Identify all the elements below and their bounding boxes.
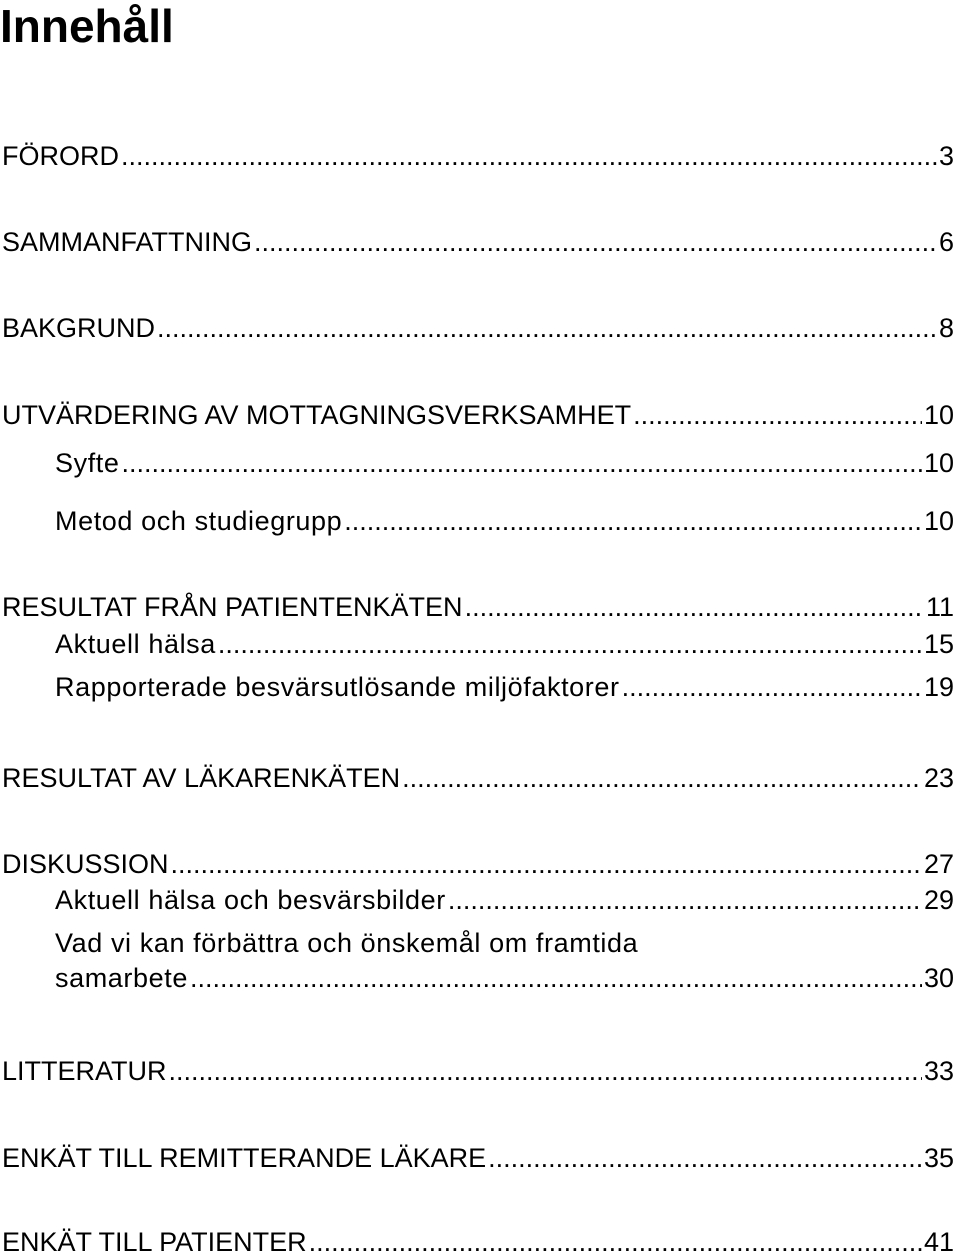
toc-entry-label: Aktuell hälsa och besvärsbilder	[55, 885, 446, 915]
toc-entry-rapporterade[interactable]	[55, 670, 954, 704]
toc-entry-aktuell-halsa[interactable]	[55, 627, 954, 661]
toc-page-number: 11	[925, 592, 954, 622]
toc-entry-samarbete[interactable]	[55, 961, 954, 995]
toc-page-number: 10	[923, 400, 954, 430]
toc-entry-label: Syfte	[55, 448, 120, 478]
dot-leader	[121, 139, 937, 173]
toc-entry-label: ENKÄT TILL REMITTERANDE LÄKARE	[2, 1143, 487, 1173]
toc-page-number: 41	[923, 1227, 954, 1257]
dot-leader	[309, 1225, 922, 1259]
dot-leader	[344, 504, 922, 538]
toc-entry-enkat-lakare[interactable]	[2, 1141, 954, 1175]
toc-page-number: 3	[938, 141, 954, 171]
dot-leader	[622, 670, 922, 704]
dot-leader	[448, 883, 922, 917]
toc-entry-label: DISKUSSION	[2, 849, 169, 879]
toc-entry-label: BAKGRUND	[2, 313, 156, 343]
toc-page-number: 10	[923, 448, 954, 478]
dot-leader	[254, 225, 937, 259]
toc-entry-label: Rapporterade besvärsutlösande miljöfaktorer	[55, 672, 620, 702]
toc-entry-aktuell-halsa-besvarsbilder[interactable]	[55, 883, 954, 917]
toc-entry-diskussion[interactable]	[2, 847, 954, 881]
dot-leader	[218, 627, 922, 661]
toc-entry-label: LITTERATUR	[2, 1056, 167, 1086]
page-title: Innehåll	[0, 0, 174, 52]
toc-page-number: 29	[923, 885, 954, 915]
toc-entry-label: RESULTAT AV LÄKARENKÄTEN	[2, 763, 401, 793]
toc-entry-label: Aktuell hälsa	[55, 629, 216, 659]
dot-leader	[122, 446, 922, 480]
toc-entry-label: FÖRORD	[2, 141, 119, 171]
toc-entry-resultat-lakarenkaten[interactable]	[2, 761, 954, 795]
toc-entry-bakgrund[interactable]	[2, 311, 954, 345]
toc-page-number: 30	[923, 963, 954, 993]
dot-leader	[171, 847, 922, 881]
toc-page-number: 19	[923, 672, 954, 702]
toc-entry-forord[interactable]	[2, 139, 954, 173]
toc-page-number: 23	[923, 763, 954, 793]
dot-leader	[157, 311, 937, 345]
toc-page-number: 27	[923, 849, 954, 879]
toc-page-number: 15	[923, 629, 954, 659]
toc-entry-enkat-patienter[interactable]	[2, 1225, 954, 1259]
toc-entry-syfte[interactable]	[55, 446, 954, 480]
toc-entry-label: samarbete	[55, 963, 188, 993]
toc-entry-label-line1[interactable]: Vad vi kan förbättra och önskemål om framtida	[55, 928, 639, 958]
dot-leader	[190, 961, 922, 995]
toc-entry-label: ENKÄT TILL PATIENTER	[2, 1227, 307, 1257]
dot-leader	[169, 1054, 922, 1088]
toc-entry-utvardering[interactable]	[2, 398, 954, 432]
toc-page-number: 6	[938, 227, 954, 257]
toc-entry-label: SAMMANFATTNING	[2, 227, 253, 257]
toc-entry-metod[interactable]	[55, 504, 954, 538]
dot-leader	[402, 761, 922, 795]
toc-entry-litteratur[interactable]	[2, 1054, 954, 1088]
toc-page-number: 8	[938, 313, 954, 343]
dot-leader	[488, 1141, 922, 1175]
dot-leader	[465, 590, 924, 624]
toc-entry-label: RESULTAT FRÅN PATIENTENKÄTEN	[2, 592, 463, 622]
toc-entry-label: Metod och studiegrupp	[55, 506, 343, 536]
toc-page-number: 10	[923, 506, 954, 536]
toc-entry-sammanfattning[interactable]	[2, 225, 954, 259]
toc-page-number: 35	[923, 1143, 954, 1173]
toc-entry-resultat-patientenkaten[interactable]	[2, 590, 954, 624]
toc-page-number: 33	[923, 1056, 954, 1086]
dot-leader	[633, 398, 922, 432]
toc-entry-label: UTVÄRDERING AV MOTTAGNINGSVERKSAMHET	[2, 400, 632, 430]
